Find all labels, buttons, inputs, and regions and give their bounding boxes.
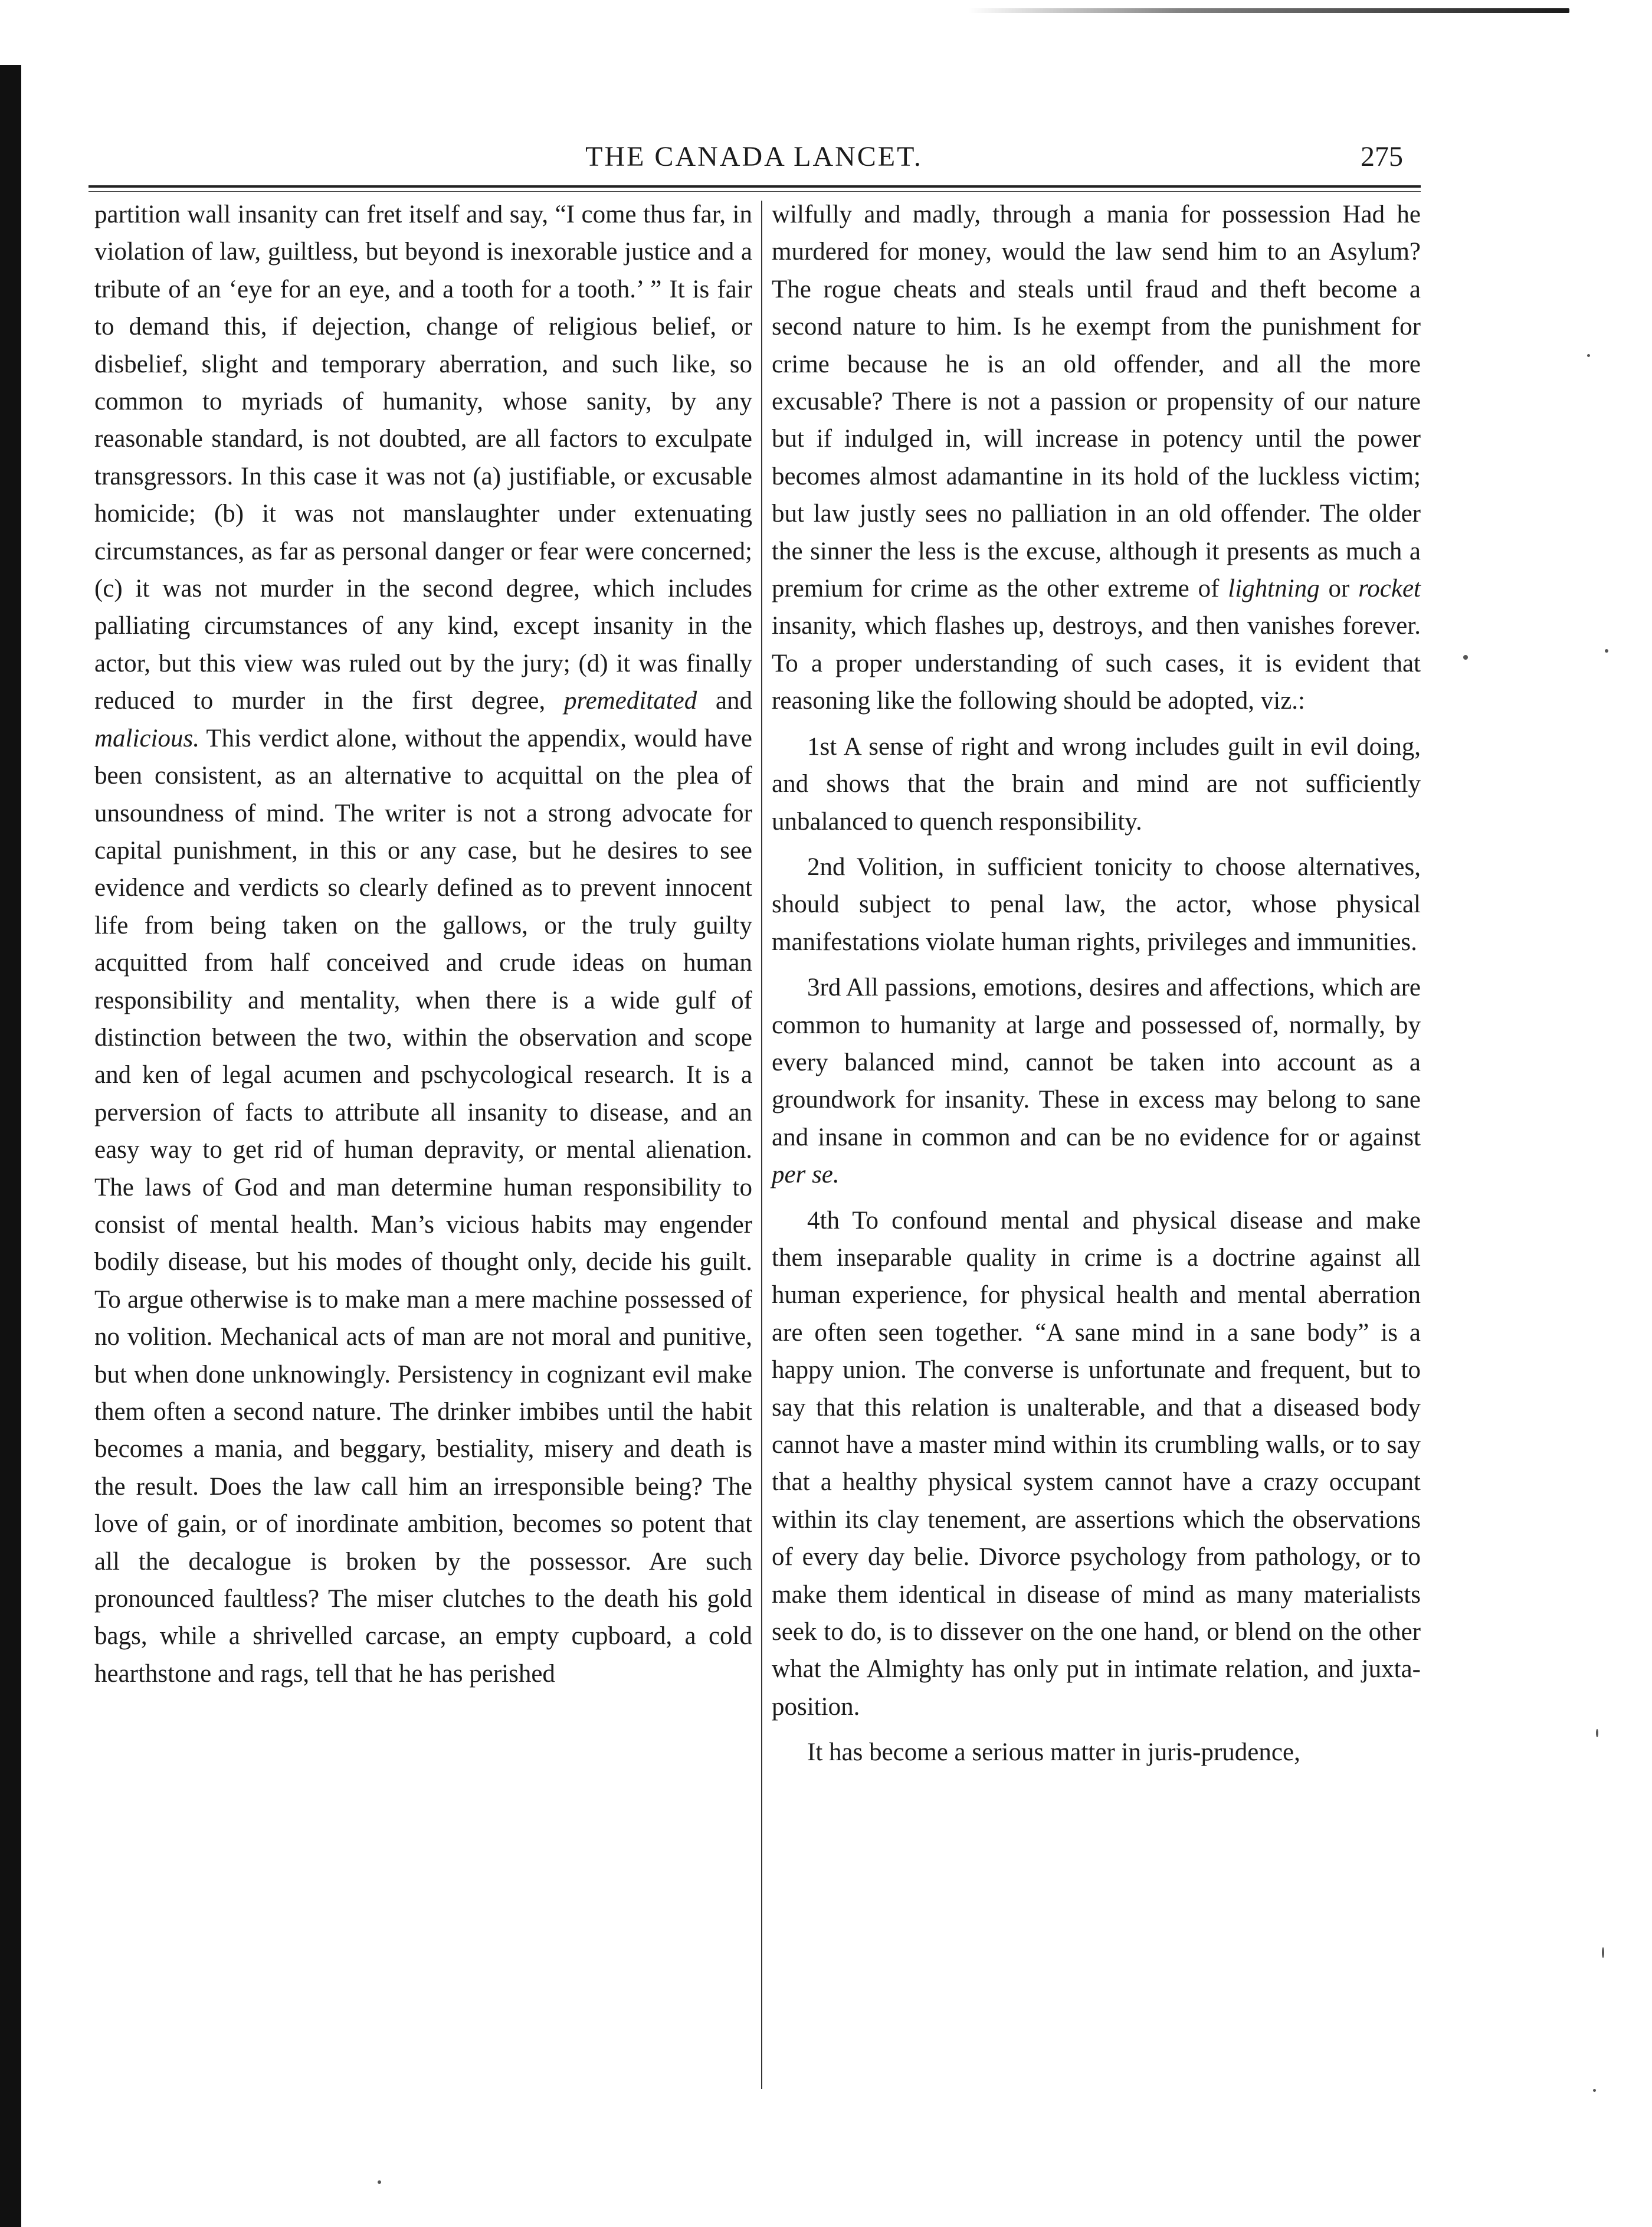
page-number: 275 <box>1361 141 1403 172</box>
right-paragraph-6: It has become a serious matter in juris-prudence, <box>807 1738 1300 1767</box>
right-p1-text-b: or <box>1319 575 1359 603</box>
scan-binding-edge <box>0 65 21 2227</box>
right-p4-italic-per-se: per se. <box>772 1161 840 1189</box>
left-p1-text-a: partition wall insanity can fret itself and say, “I come thus far, in violation of law, guiltless, but beyond is inexorable justice and a tribute of an ‘eye for an eye, and a tooth for a tooth.’ ” It is fair to demand this, if dejection, change of religious belief, or disbelief, slight and temporary aberration, and such like, so common to myriads of humanity, whose sanity, by any reasonable standard, is not doubted, are all factors to exculpate transgressors. In this case it was not (a) justifiable, or excusable homicide; (b) it was not manslaughter under extenuating circumstances, as far as personal danger or fear were concerned; (c) it was not murder in the second degree, which includes palliating circumstances of any kind, except insanity in the actor, but this view was ruled out by the jury; (d) it was finally reduced to murder in the first degree, <box>94 201 752 715</box>
scan-speck <box>1593 2089 1596 2092</box>
scan-speck <box>1463 655 1468 660</box>
left-p1-italic-malicious: malicious. <box>94 724 199 752</box>
scan-speck <box>1602 1947 1604 1958</box>
right-paragraph-2: 1st A sense of right and wrong includes guilt in evil doing, and shows that the brain and mind are not sufficiently unbalanced to quench responsibility. <box>772 732 1421 836</box>
header-rule <box>88 185 1421 188</box>
right-paragraph-4 <box>772 969 1421 1193</box>
column-divider <box>761 201 762 2089</box>
header-rule-thin <box>88 191 1421 192</box>
right-p1-italic-lightning: lightning <box>1228 575 1320 603</box>
right-paragraph-5: 4th To confound mental and physical disease and make them inseparable quality in crime is a doctrine against all human experience, for physical health and mental aberration are often seen together. “A sane mind in a sane body” is a happy union. The converse is unfortunate and frequent, but to say that this relation is unalterable, and that a diseased body cannot have a master mind within its crumbling walls, or to say that a healthy physical system cannot have a crazy occupant within its clay tenement, are assertions which the observations of every day belie. Divorce psychology from pathology, or to make them identical in disease of mind as many materialists seek to do, is to dissever on the one hand, or blend on the other what the Almighty has only put in intimate relation, and juxta-position. <box>772 1206 1421 1721</box>
right-p1-text-a: wilfully and madly, through a mania for possession Had he murdered for money, would the law send him to an Asylum? The rogue cheats and steals until fraud and theft become a second nature to him. Is he exempt from the punishment for crime because he is an old offender, and all the more excusable? There is not a passion or propensity of our nature but if indulged in, will increase in potency until the power becomes almost adamantine in its hold of the luckless victim; but law justly sees no palliation in an old offender. The older the sinner the less is the excuse, although it presents as much a premium for crime as the other extreme of <box>772 201 1421 603</box>
right-p4-text-a: 3rd All passions, emotions, desires and affections, which are common to humanity at large and possessed of, normally, by every balanced mind, cannot be taken into account as a groundwork for insanity. These in excess may belong to sane and insane in common and can be no evidence for or against <box>772 974 1421 1151</box>
left-p1-text-c: This verdict alone, without the appendix, would have been consistent, as an alternative to acquittal on the plea of unsoundness of mind. The writer is not a strong advocate for capital punishment, in this or any case, but he desires to see evidence and verdicts so clearly defined as to prevent innocent life from being taken on the gallows, or the truly guilty acquitted from half conceived and crude ideas on human responsibility and mentality, when there is a wide gulf of distinction between the two, within the observation and scope and ken of legal acumen and pschycological research. It is a perversion of facts to attribute all insanity to disease, and an easy way to get rid of human depravity, or mental alienation. The laws of God and man determine human responsibility to consist of mental health. Man’s vicious habits may engender bodily disease, but his modes of thought only, decide his guilt. To argue otherwise is to make man a mere machine possessed of no volition. Mechanical acts of man are not moral and punitive, but when done unknowingly. Persistency in cognizant evil make them often a second nature. The drinker imbibes until the habit becomes a mania, and beggary, bestiality, misery and death is the result. Does the law call him an irresponsible being? The love of gain, or of inordinate ambition, becomes so potent that all the decalogue is broken by the possessor. Are such pronounced faultless? The miser clutches to the death his gold bags, while a shrivelled carcase, an empty cupboard, a cold hearthstone and rags, tell that he has perished <box>94 724 752 1688</box>
scan-speck <box>1587 354 1590 357</box>
right-p1-text-c: insanity, which flashes up, destroys, and then vanishes forever. To a proper understanding of such cases, it is evident that reasoning like the following should be adopted, viz.: <box>772 612 1421 715</box>
scan-speck <box>1596 1729 1598 1737</box>
page-header <box>93 129 1415 188</box>
scan-speck <box>378 2180 381 2184</box>
left-p1-italic-premeditated: premeditated <box>563 687 697 715</box>
scan-speck <box>1605 649 1608 653</box>
right-paragraph-1 <box>772 196 1421 720</box>
right-column <box>772 196 1421 1771</box>
top-printer-rule <box>968 8 1569 13</box>
right-paragraph-3: 2nd Volition, in sufficient tonicity to choose alternatives, should subject to penal law, the actor, whose physical manifestations violate human rights, privileges and immunities. <box>772 853 1421 956</box>
left-paragraph-1 <box>94 196 752 1692</box>
left-column <box>94 196 752 1692</box>
right-p1-italic-rocket: rocket <box>1358 575 1421 603</box>
journal-title: THE CANADA LANCET. <box>585 141 923 172</box>
left-p1-text-b: and <box>697 687 753 715</box>
